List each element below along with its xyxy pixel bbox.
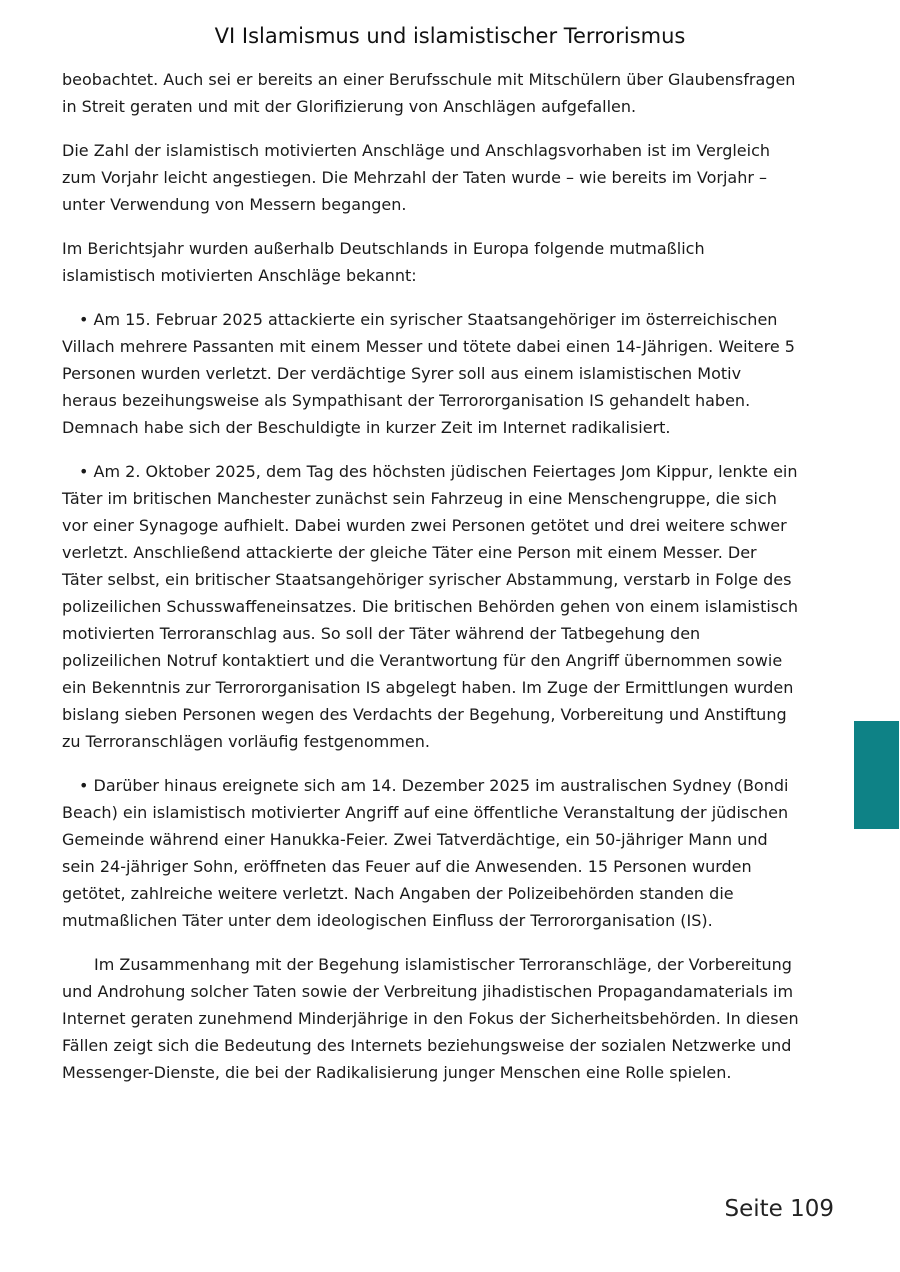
paragraph-continuation: beobachtet. Auch sei er bereits an einer Berufsschule mit Mitschülern über Glaubensfragen in Streit geraten und mit der Glorifizierung von Anschlägen aufgefallen. <box>62 70 796 116</box>
paragraph-minors: Im Zusammenhang mit der Begehung islamistischer Terroranschläge, der Vorbereitung und Androhung solcher Taten sowie der Verbreitung jihadistischen Propagandamaterials im Internet geraten zunehmend Minderjährige in den Fokus der Sicherheitsbehörden. In diesen Fällen zeigt sich die Bedeutung des Internets beziehungsweise der sozialen Netzwerke und Messenger-Dienste, die bei der Radikalisierung junger Menschen eine Rolle spielen. <box>62 955 799 1082</box>
paragraph-europe-intro: Im Berichtsjahr wurden außerhalb Deutschlands in Europa folgende mutmaßlich islamistisch motivierten Anschläge bekannt: <box>62 239 705 285</box>
page-title: VI Islamismus und islamistischer Terrorismus <box>214 24 686 48</box>
paragraph-attack-statistics: Die Zahl der islamistisch motivierten Anschläge und Anschlagsvorhaben ist im Vergleich zum Vorjahr leicht angestiegen. Die Mehrzahl der Taten wurde – wie bereits im Vorjahr – unter Verwendung von Messern begangen. <box>62 141 771 214</box>
page-number: Seite 109 <box>724 1196 834 1222</box>
bullet-sydney: • Darüber hinaus ereignete sich am 14. Dezember 2025 im australischen Sydney (Bondi Beach) ein islamistisch motivierter Angriff auf eine öffentliche Veranstaltung der jüdischen Gemeinde während einer Hanukka-Feier. Zwei Tatverdächtige, ein 50-jähriger Mann und sein 24-jähriger Sohn, eröffneten das Feuer auf die Anwesenden. 15 Personen wurden getötet, zahlreiche weitere verletzt. Nach Angaben der Polizeibehörden standen die mutmaßlichen Täter unter dem ideologischen Einfluss der Terrororganisation (IS). <box>62 776 789 930</box>
bullet-villach: • Am 15. Februar 2025 attackierte ein syrischer Staatsangehöriger im österreichischen Villach mehrere Passanten mit einem Messer und tötete dabei einen 14-Jährigen. Weitere 5 Personen wurden verletzt. Der verdächtige Syrer soll aus einem islamistischen Motiv heraus bezeihungsweise als Sympathisant der Terrororganisation IS gehandelt haben. Demnach habe sich der Beschuldigte in kurzer Zeit im Internet radikalisiert. <box>62 310 795 437</box>
bullet-manchester: • Am 2. Oktober 2025, dem Tag des höchsten jüdischen Feiertages Jom Kippur, lenkte ein Täter im britischen Manchester zunächst sein Fahrzeug in eine Menschengruppe, die sich vor einer Synagoge aufhielt. Dabei wurden zwei Personen getötet und drei weitere schwer verletzt. Anschließend attackierte der gleiche Täter eine Person mit einem Messer. Der Täter selbst, ein britischer Staatsangehöriger syrischer Abstammung, verstarb in Folge des polizeilichen Schusswaffeneinsatzes. Die britischen Behörden gehen von einem islamistisch motivierten Terroranschlag aus. So soll der Täter während der Tatbegehung den polizeilichen Notruf kontaktiert und die Verantwortung für den Angriff übernommen sowie ein Bekenntnis zur Terrororganisation IS abgelegt haben. Im Zuge der Ermittlungen wurden bislang sieben Personen wegen des Verdachts der Begehung, Vorbereitung und Anstiftung zu Terroranschlägen vorläufig festgenommen. <box>62 462 799 751</box>
body-text <box>62 66 800 1103</box>
chapter-side-tab <box>854 721 899 829</box>
